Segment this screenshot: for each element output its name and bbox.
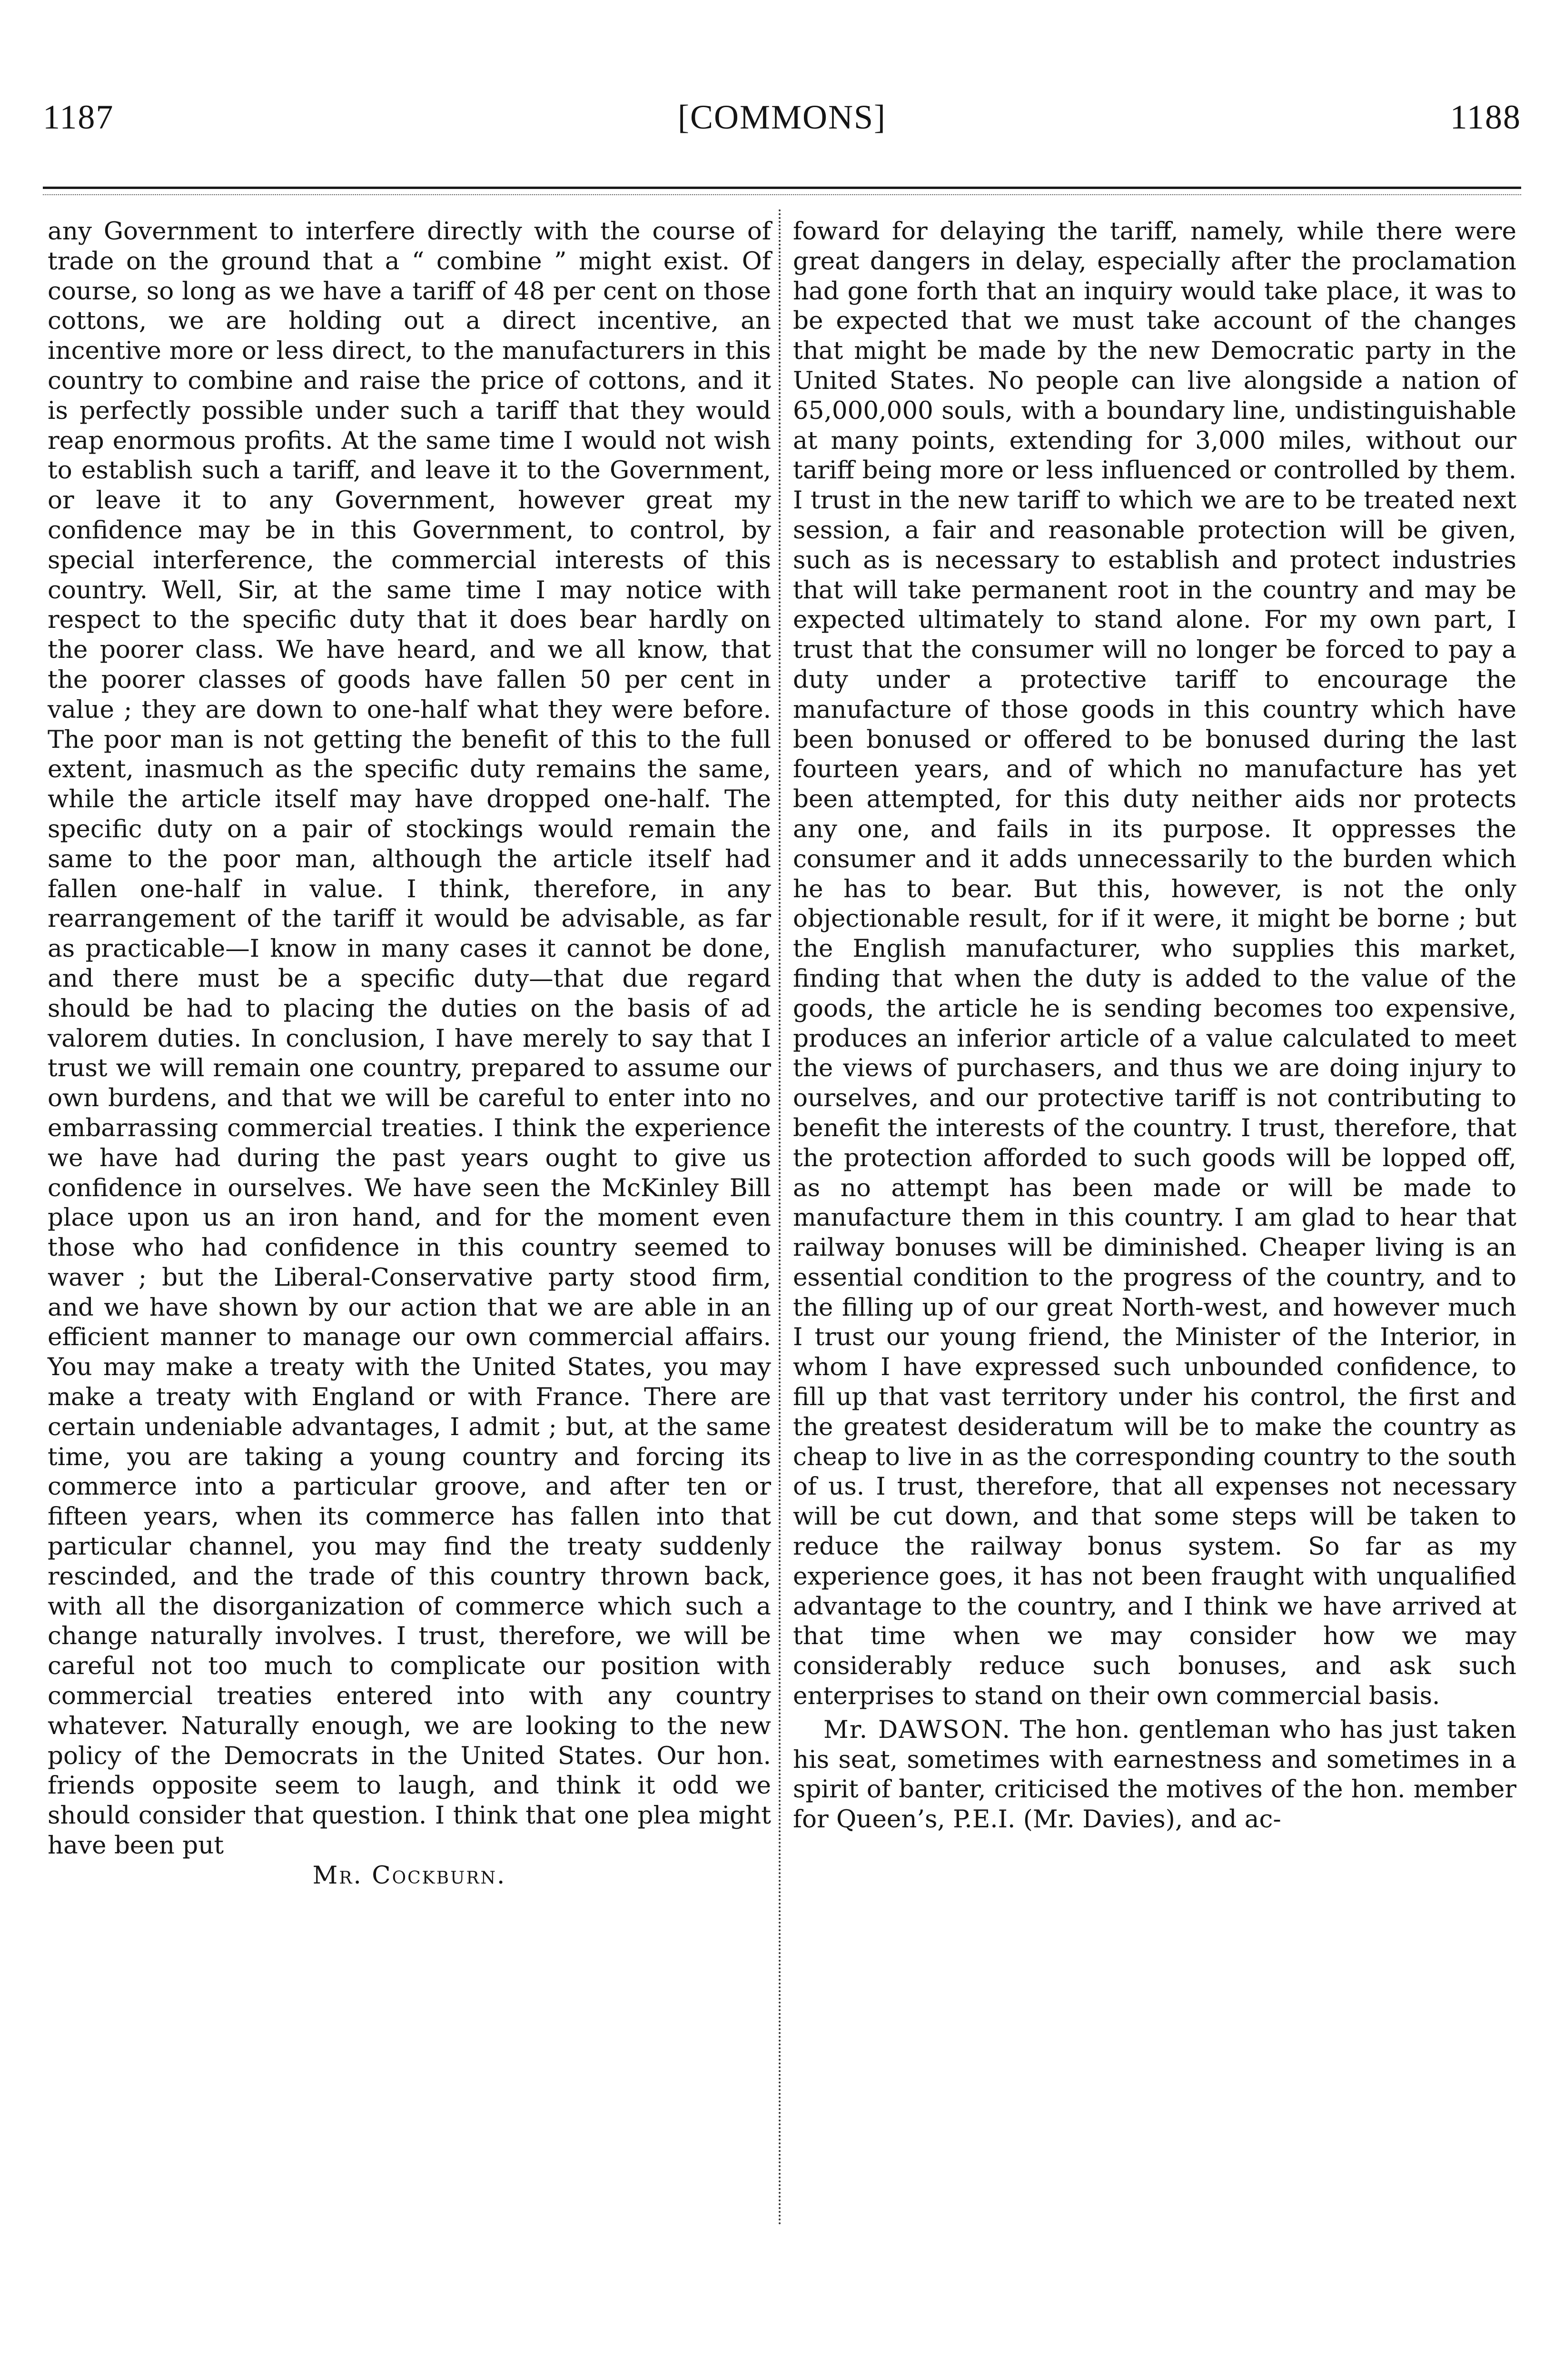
page-number-right: 1188 <box>1450 98 1521 136</box>
header-rule <box>43 187 1521 189</box>
speech-paragraph <box>793 1715 1516 1835</box>
page-number-left: 1187 <box>43 98 114 136</box>
column-signature: Mr. Cockburn. <box>312 1861 506 1890</box>
right-paragraph-2: The hon. gentleman who has just taken his seat, sometimes with earnestness and sometimes in a spirit of banter, criticised the motives of the hon. member for Queen’s, P.E.I. (Mr. Davies), and ac- <box>793 1715 1516 1834</box>
right-column <box>793 217 1516 1835</box>
right-paragraph-1: foward for delaying the tariff, namely, while there were great dangers in delay, especially after the proclamation had gone forth that an inquiry would take place, it was to be expected that we must take account of the changes that might be made by the new Democratic party in the United States. No people can live alongside a nation of 65,000,000 souls, with a boundary line, undistinguishable at many points, extending for 3,000 miles, without our tariff being more or less influenced or controlled by them. I trust in the new tariff to which we are to be treated next session, a fair and reasonable protection will be given, such as is necessary to establish and protect industries that will take permanent root in the country and may be expected ultimately to stand alone. For my own part, I trust that the consumer will no longer be forced to pay a duty under a protective tariff to encourage the manufacture of those goods in this country which have been bonused or offered to be bonused during the last fourteen years, and of which no manufacture has yet been attempted, for this duty neither aids nor protects any one, and fails in its purpose. It oppresses the consumer and it adds unnecessarily to the burden which he has to bear. But this, however, is not the only objectionable result, for if it were, it might be borne ; but the English manufacturer, who supplies this market, finding that when the duty is added to the value of the goods, the article he is sending becomes too expensive, produces an inferior article of a value calculated to meet the views of purchasers, and thus we are doing injury to ourselves, and our protective tariff is not contributing to benefit the interests of the country. I trust, therefore, that the protection afforded to such goods will be lopped off, as no attempt has been made or will be made to manufacture them in this country. I am glad to hear that railway bonuses will be diminished. Cheaper living is an essential condition to the progress of the country, and to the filling up of our great North-west, and however much I trust our young friend, the Minister of the Interior, in whom I have expressed such unbounded confidence, to fill up that vast territory under his control, the first and the greatest desideratum will be to make the country as cheap to live in as the corresponding country to the south of us. I trust, therefore, that all expenses not necessary will be cut down, and that some steps will be taken to reduce the railway bonus system. So far as my experience goes, it has not been fraught with unqualified advantage to the country, and I think we have arrived at that time when we may consider how we may considerably reduce such bonuses, and ask such enterprises to stand on their own commercial basis. <box>793 217 1516 1711</box>
speaker-name: Mr. DAWSON. <box>823 1715 1011 1744</box>
page-header <box>43 98 1521 159</box>
header-rule-dotted <box>43 194 1521 195</box>
left-column <box>48 217 771 1891</box>
page-title: [COMMONS] <box>677 98 887 136</box>
column-divider <box>779 209 781 2227</box>
left-column-text: any Government to interfere directly with the course of trade on the ground that a “ combine ” might exist. Of course, so long as we have a tariff of 48 per cent on those cottons, we are holding out a direct incentive, an incentive more or less direct, to the manufacturers in this country to combine and raise the price of cottons, and it is perfectly possible under such a tariff that they would reap enormous profits. At the same time I would not wish to establish such a tariff, and leave it to the Government, or leave it to any Government, however great my confidence may be in this Government, to control, by special interference, the commercial interests of this country. Well, Sir, at the same time I may notice with respect to the specific duty that it does bear hardly on the poorer class. We have heard, and we all know, that the poorer classes of goods have fallen 50 per cent in value ; they are down to one-half what they were before. The poor man is not getting the benefit of this to the full extent, inasmuch as the specific duty remains the same, while the article itself may have dropped one-half. The specific duty on a pair of stockings would remain the same to the poor man, although the article itself had fallen one-half in value. I think, therefore, in any rearrangement of the tariff it would be advisable, as far as practicable—I know in many cases it cannot be done, and there must be a specific duty—that due regard should be had to placing the duties on the basis of ad valorem duties. In conclusion, I have merely to say that I trust we will remain one country, prepared to assume our own burdens, and that we will be careful to enter into no embarrassing commercial treaties. I think the experience we have had during the past years ought to give us confidence in ourselves. We have seen the McKinley Bill place upon us an iron hand, and for the moment even those who had confidence in this country seemed to waver ; but the Liberal-Conservative party stood firm, and we have shown by our action that we are able in an efficient manner to manage our own commercial affairs. You may make a treaty with the United States, you may make a treaty with England or with France. There are certain undeniable advantages, I admit ; but, at the same time, you are taking a young country and forcing its commerce into a particular groove, and after ten or fifteen years, when its commerce has fallen into that particular channel, you may find the treaty suddenly rescinded, and the trade of this country thrown back, with all the disorganization of commerce which such a change naturally involves. I trust, therefore, we will be careful not too much to complicate our position with commercial treaties entered into with any country whatever. Naturally enough, we are looking to the new policy of the Democrats in the United States. Our hon. friends opposite seem to laugh, and think it odd we should consider that question. I think that one plea might have been put <box>48 217 771 1860</box>
